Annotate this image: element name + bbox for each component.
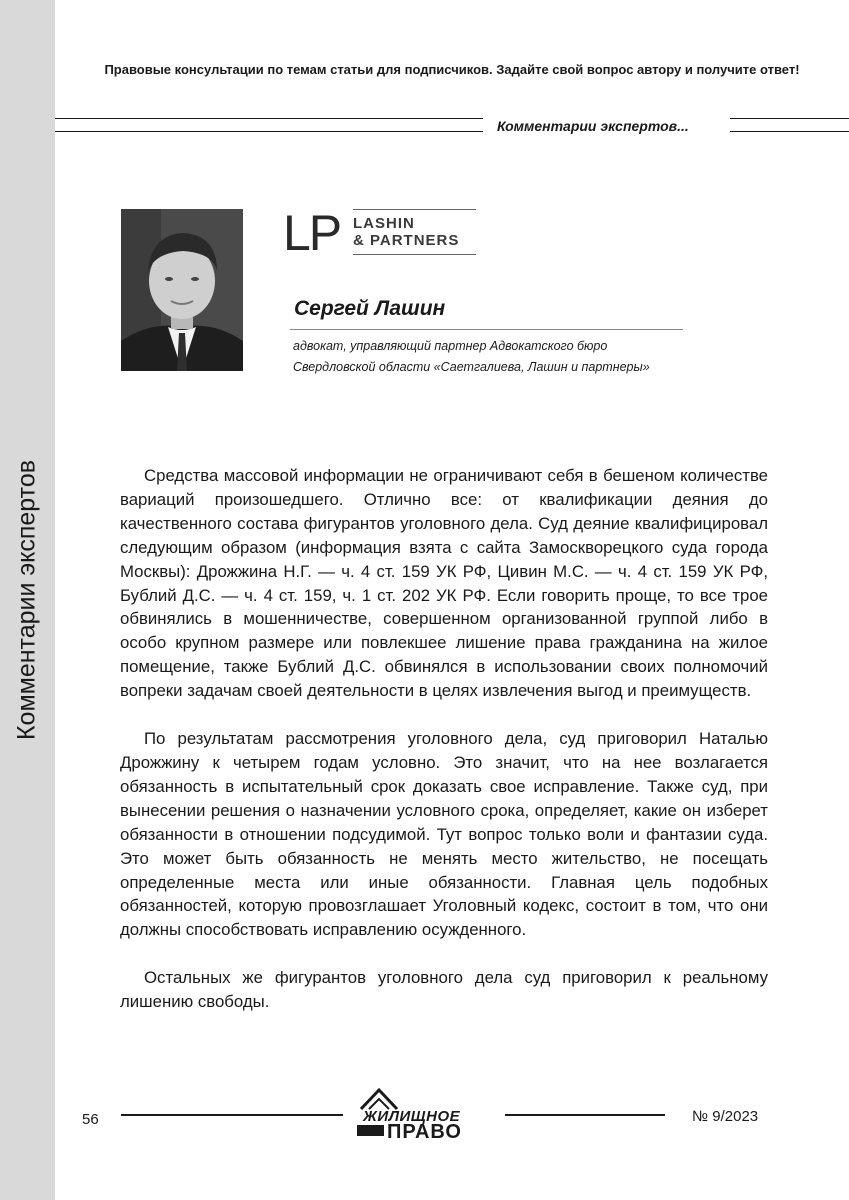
firm-logo-line-top [353, 209, 476, 210]
article-paragraph: Остальных же фигурантов уголовного дела суд приговорил к реальному лишению свободы. [120, 968, 768, 1012]
header-rule-left-bottom [55, 131, 483, 132]
author-divider [290, 329, 683, 330]
page-number: 56 [82, 1111, 99, 1128]
footer-rule-right [505, 1114, 665, 1116]
firm-logo-line-bottom [353, 254, 476, 255]
side-section-label: Комментарии экспертов [12, 459, 41, 741]
firm-logo-initials: LP [283, 205, 341, 261]
article-body [120, 464, 768, 1038]
author-name: Сергей Лашин [294, 297, 446, 320]
author-role [293, 336, 713, 378]
article-paragraph: Средства массовой информации не ограничивают себя в бешеном количестве вариаций произошедшего. Отлично все: от квалификации деяния до качественного состава фигурантов уголовного дела. Суд деяние квалифицировал следующим образом (информация взята с сайта Замоскворецкого суда города Москвы): Дрожжина Н.Г. — ч. 4 ст. 159 УК РФ, Цивин М.С. — ч. 4 ст. 159 УК РФ, Бублий Д.С. — ч. 4 ст. 159, ч. 1 ст. 202 УК РФ. Если говорить проще, то все трое обвинялись в мошенничестве, совершенном организованной группой либо в особо крупном размере или повлекшее лишение права гражданина на жилое помещение, также Бублий Д.С. обвинялся в использовании своих полномочий вопреки задачам своей деятельности в целях извлечения выгод и преимуществ. [120, 466, 768, 701]
footer-rule-left [121, 1114, 343, 1116]
firm-logo [283, 206, 483, 262]
firm-logo-word1: LASHIN [353, 215, 415, 232]
side-panel [0, 0, 55, 1200]
promo-banner: Правовые консультации по темам статьи для подписчиков. Задайте свой вопрос автору и получите ответ! [104, 62, 800, 77]
journal-logo [353, 1087, 493, 1143]
header-rule-right-bottom [730, 131, 849, 132]
article-paragraph: По результатам рассмотрения уголовного дела, суд приговорил Наталью Дрожжину к четырем годам условно. Это значит, что на нее возлагается обязанность в испытательный срок доказать свое исправление. Также суд, при вынесении решения о назначении условного срока, определяет, какие он изберет обязанности в отношении подсудимой. Тут вопрос только воли и фантазии суда. Это может быть обязанность не менять место жительство, не посещать определенные места или иные обязанности. Главная цель подобных обязанностей, которую провозглашает Уголовный кодекс, состоит в том, что они должны способствовать исправлению осужденного. [120, 729, 768, 940]
journal-logo-bar [357, 1125, 384, 1136]
issue-number: № 9/2023 [692, 1108, 759, 1125]
header-rule-left-top [55, 118, 483, 119]
author-photo [121, 209, 243, 371]
header-rule-right-top [730, 118, 849, 119]
section-label: Комментарии экспертов... [497, 118, 689, 134]
firm-logo-word2: & PARTNERS [353, 232, 460, 249]
journal-title-line2: ПРАВО [387, 1121, 462, 1143]
journal-title-line1: ЖИЛИЩНОЕ [363, 1108, 461, 1125]
author-role-line2: Свердловской области «Саетгалиева, Лашин и партнеры» [293, 360, 650, 374]
author-role-line1: адвокат, управляющий партнер Адвокатского бюро [293, 339, 608, 353]
